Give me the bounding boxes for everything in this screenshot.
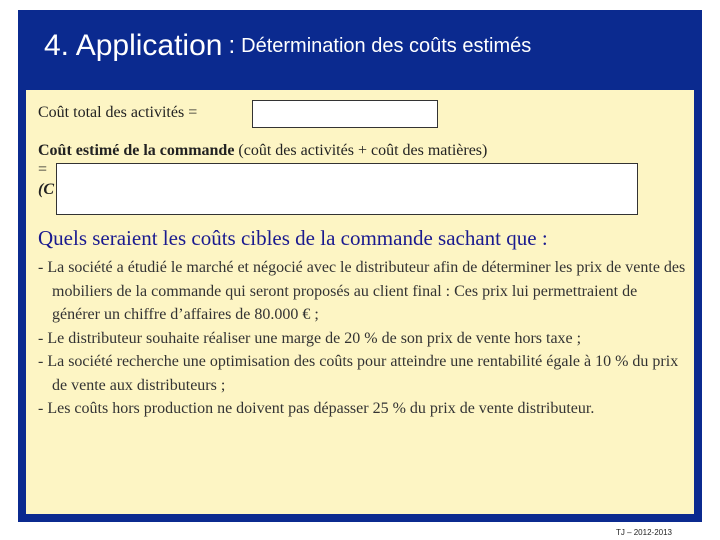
hidden-formula-start: (C [38, 181, 54, 198]
slide-frame [18, 10, 702, 522]
estimated-cost-label [38, 142, 487, 160]
total-activities-answer-box[interactable] [252, 100, 438, 128]
title-main: 4. Application [44, 29, 223, 62]
footer-credit: TJ – 2012-2013 [615, 528, 672, 537]
title-bar [18, 10, 702, 82]
title-subtitle: Détermination des coûts estimés [241, 34, 532, 57]
list-item: - Le distributeur souhaite réaliser une marge de 20 % de son prix de vente hors taxe ; [38, 329, 582, 347]
title-separator: : [228, 32, 236, 59]
estimated-cost-label-bold: Coût estimé de la commande [38, 142, 235, 159]
equals-sign: = [38, 161, 48, 178]
total-activities-label: Coût total des activités = [38, 104, 198, 121]
question-heading: Quels seraient les coûts cibles de la commande sachant que : [38, 226, 548, 250]
estimated-cost-label-detail: (coût des activités + coût des matières) [234, 142, 488, 159]
list-item: - La société recherche une optimisation des coûts pour atteindre une rentabilité égale à 10 % du prix de vente aux distributeurs ; [38, 353, 679, 394]
content-panel [26, 90, 694, 514]
list-item: - Les coûts hors production ne doivent pas dépasser 25 % du prix de vente distributeur. [38, 400, 595, 417]
conditions-list [38, 256, 688, 421]
list-item: - La société a étudié le marché et négocié avec le distributeur afin de déterminer les prix de vente des mobiliers de la commande qui seront proposés au client final : Ces prix lui permettraient de générer un chiffre d’affaires de 80.000 € ; [38, 259, 686, 323]
estimated-cost-answer-box[interactable] [56, 163, 638, 215]
